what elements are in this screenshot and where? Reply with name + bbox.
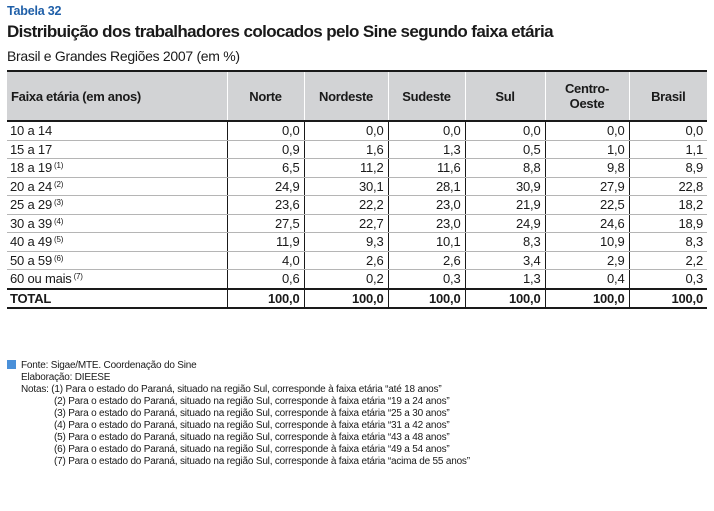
table-row [7, 270, 707, 289]
table-cell: 8,3 [629, 233, 707, 252]
table-cell: 4,0 [227, 251, 304, 270]
table-cell: 0,2 [304, 270, 388, 289]
table-row [7, 233, 707, 252]
footnote-line: (4) Para o estado do Paraná, situado na região Sul, corresponde à faixa etária “31 a 42 anos” [54, 420, 450, 431]
footnote-ref: (4) [53, 216, 64, 226]
footnote-line: (6) Para o estado do Paraná, situado na região Sul, corresponde à faixa etária “49 a 54 anos” [54, 444, 450, 455]
table-row [7, 159, 707, 178]
row-label-cell [7, 177, 227, 196]
column-header [545, 71, 629, 121]
footnote-ref: (3) [53, 198, 64, 208]
table-cell: 100,0 [227, 289, 304, 309]
row-label: 40 a 49 [10, 234, 52, 250]
row-label: 20 a 24 [10, 178, 52, 194]
table-cell: 23,6 [227, 196, 304, 215]
row-label: 18 a 19 [10, 160, 52, 176]
table-row [7, 121, 707, 140]
elaboration-line: Elaboração: DIEESE [21, 372, 111, 383]
row-label-cell [7, 196, 227, 215]
table-cell: 9,8 [545, 159, 629, 178]
footnote-line: (2) Para o estado do Paraná, situado na região Sul, corresponde à faixa etária “19 a 24 anos” [54, 396, 450, 407]
table-cell: 100,0 [545, 289, 629, 309]
table-cell: 18,9 [629, 214, 707, 233]
table-cell: 24,9 [227, 177, 304, 196]
footnote-ref: (5) [53, 235, 64, 245]
table-cell: 24,9 [465, 214, 545, 233]
table-cell: 0,0 [629, 121, 707, 140]
table-cell: 0,0 [304, 121, 388, 140]
footnote-ref: (6) [53, 253, 64, 263]
row-label: 60 ou mais [10, 271, 72, 287]
table-cell: 2,2 [629, 251, 707, 270]
table-cell: 2,6 [388, 251, 465, 270]
table-cell: 1,1 [629, 140, 707, 159]
table-cell: 9,3 [304, 233, 388, 252]
footnote-line: (7) Para o estado do Paraná, situado na região Sul, corresponde à faixa etária “acima de 55 anos” [54, 456, 470, 467]
footnote-ref: (2) [53, 179, 64, 189]
row-label-cell [7, 159, 227, 178]
table-cell: 6,5 [227, 159, 304, 178]
table-cell: 22,8 [629, 177, 707, 196]
table-cell: 30,1 [304, 177, 388, 196]
table-row [7, 289, 707, 309]
table-cell: 10,1 [388, 233, 465, 252]
table-cell: 0,0 [227, 121, 304, 140]
row-label-cell [7, 140, 227, 159]
row-label-cell [7, 289, 227, 309]
table-row [7, 140, 707, 159]
table-cell: 24,6 [545, 214, 629, 233]
row-label: 10 a 14 [10, 123, 52, 139]
table-cell: 0,0 [545, 121, 629, 140]
data-table-container [7, 70, 707, 309]
row-label: TOTAL [10, 290, 52, 306]
row-label: 50 a 59 [10, 252, 52, 268]
column-header: Nordeste [304, 71, 388, 121]
table-cell: 3,4 [465, 251, 545, 270]
table-label: Tabela 32 [7, 4, 62, 18]
table-cell: 0,0 [388, 121, 465, 140]
table-cell: 1,3 [465, 270, 545, 289]
footnote-ref: (1) [53, 161, 64, 171]
table-cell: 0,4 [545, 270, 629, 289]
table-cell: 0,9 [227, 140, 304, 159]
table-cell: 21,9 [465, 196, 545, 215]
table-cell: 18,2 [629, 196, 707, 215]
table-cell: 22,2 [304, 196, 388, 215]
source-line [7, 360, 470, 372]
table-cell: 23,0 [388, 196, 465, 215]
footnote-line: (5) Para o estado do Paraná, situado na região Sul, corresponde à faixa etária “43 a 48 anos” [54, 432, 450, 443]
table-cell: 10,9 [545, 233, 629, 252]
footer-notes [7, 360, 470, 468]
table-row [7, 251, 707, 270]
table-cell: 2,6 [304, 251, 388, 270]
table-cell: 22,5 [545, 196, 629, 215]
column-header: Sudeste [388, 71, 465, 121]
table-header-row [7, 71, 707, 121]
table-cell: 8,8 [465, 159, 545, 178]
table-row [7, 214, 707, 233]
table-cell: 11,2 [304, 159, 388, 178]
column-header: Brasil [629, 71, 707, 121]
page-subtitle: Brasil e Grandes Regiões 2007 (em %) [7, 48, 240, 64]
table-cell: 0,5 [465, 140, 545, 159]
row-label-cell [7, 121, 227, 140]
table-cell: 1,3 [388, 140, 465, 159]
table-cell: 0,3 [629, 270, 707, 289]
table-cell: 2,9 [545, 251, 629, 270]
table-cell: 8,3 [465, 233, 545, 252]
table-body [7, 121, 707, 308]
column-header: Norte [227, 71, 304, 121]
table-cell: 28,1 [388, 177, 465, 196]
table-row [7, 177, 707, 196]
table-cell: 0,6 [227, 270, 304, 289]
row-label: 15 a 17 [10, 141, 52, 157]
footnote-ref: (7) [73, 272, 83, 282]
table-cell: 30,9 [465, 177, 545, 196]
table-cell: 0,3 [388, 270, 465, 289]
row-label-cell [7, 270, 227, 289]
column-header: Faixa etária (em anos) [7, 71, 227, 121]
source-text: Fonte: Sigae/MTE. Coordenação do Sine [21, 360, 197, 371]
table-cell: 100,0 [629, 289, 707, 309]
table-cell: 27,5 [227, 214, 304, 233]
row-label-cell [7, 233, 227, 252]
row-label: 30 a 39 [10, 215, 52, 231]
table-cell: 1,6 [304, 140, 388, 159]
table-cell: 100,0 [388, 289, 465, 309]
page-title: Distribuição dos trabalhadores colocados pelo Sine segundo faixa etária [7, 22, 553, 41]
table-cell: 1,0 [545, 140, 629, 159]
row-label: 25 a 29 [10, 197, 52, 213]
table-row [7, 196, 707, 215]
footnote-line: Notas: (1) Para o estado do Paraná, situado na região Sul, corresponde à faixa etária “até 18 anos” [21, 384, 442, 395]
column-header: Sul [465, 71, 545, 121]
source-marker-icon [7, 360, 16, 369]
row-label-cell [7, 214, 227, 233]
table-cell: 0,0 [465, 121, 545, 140]
table-cell: 8,9 [629, 159, 707, 178]
table-cell: 11,9 [227, 233, 304, 252]
row-label-cell [7, 251, 227, 270]
data-table [7, 70, 707, 309]
table-cell: 100,0 [465, 289, 545, 309]
table-cell: 22,7 [304, 214, 388, 233]
table-cell: 27,9 [545, 177, 629, 196]
notes-list [7, 384, 470, 468]
table-cell: 11,6 [388, 159, 465, 178]
footnote-line: (3) Para o estado do Paraná, situado na região Sul, corresponde à faixa etária “25 a 30 anos” [54, 408, 450, 419]
table-cell: 100,0 [304, 289, 388, 309]
column-header-label: Centro-Oeste [564, 81, 610, 111]
table-cell: 23,0 [388, 214, 465, 233]
